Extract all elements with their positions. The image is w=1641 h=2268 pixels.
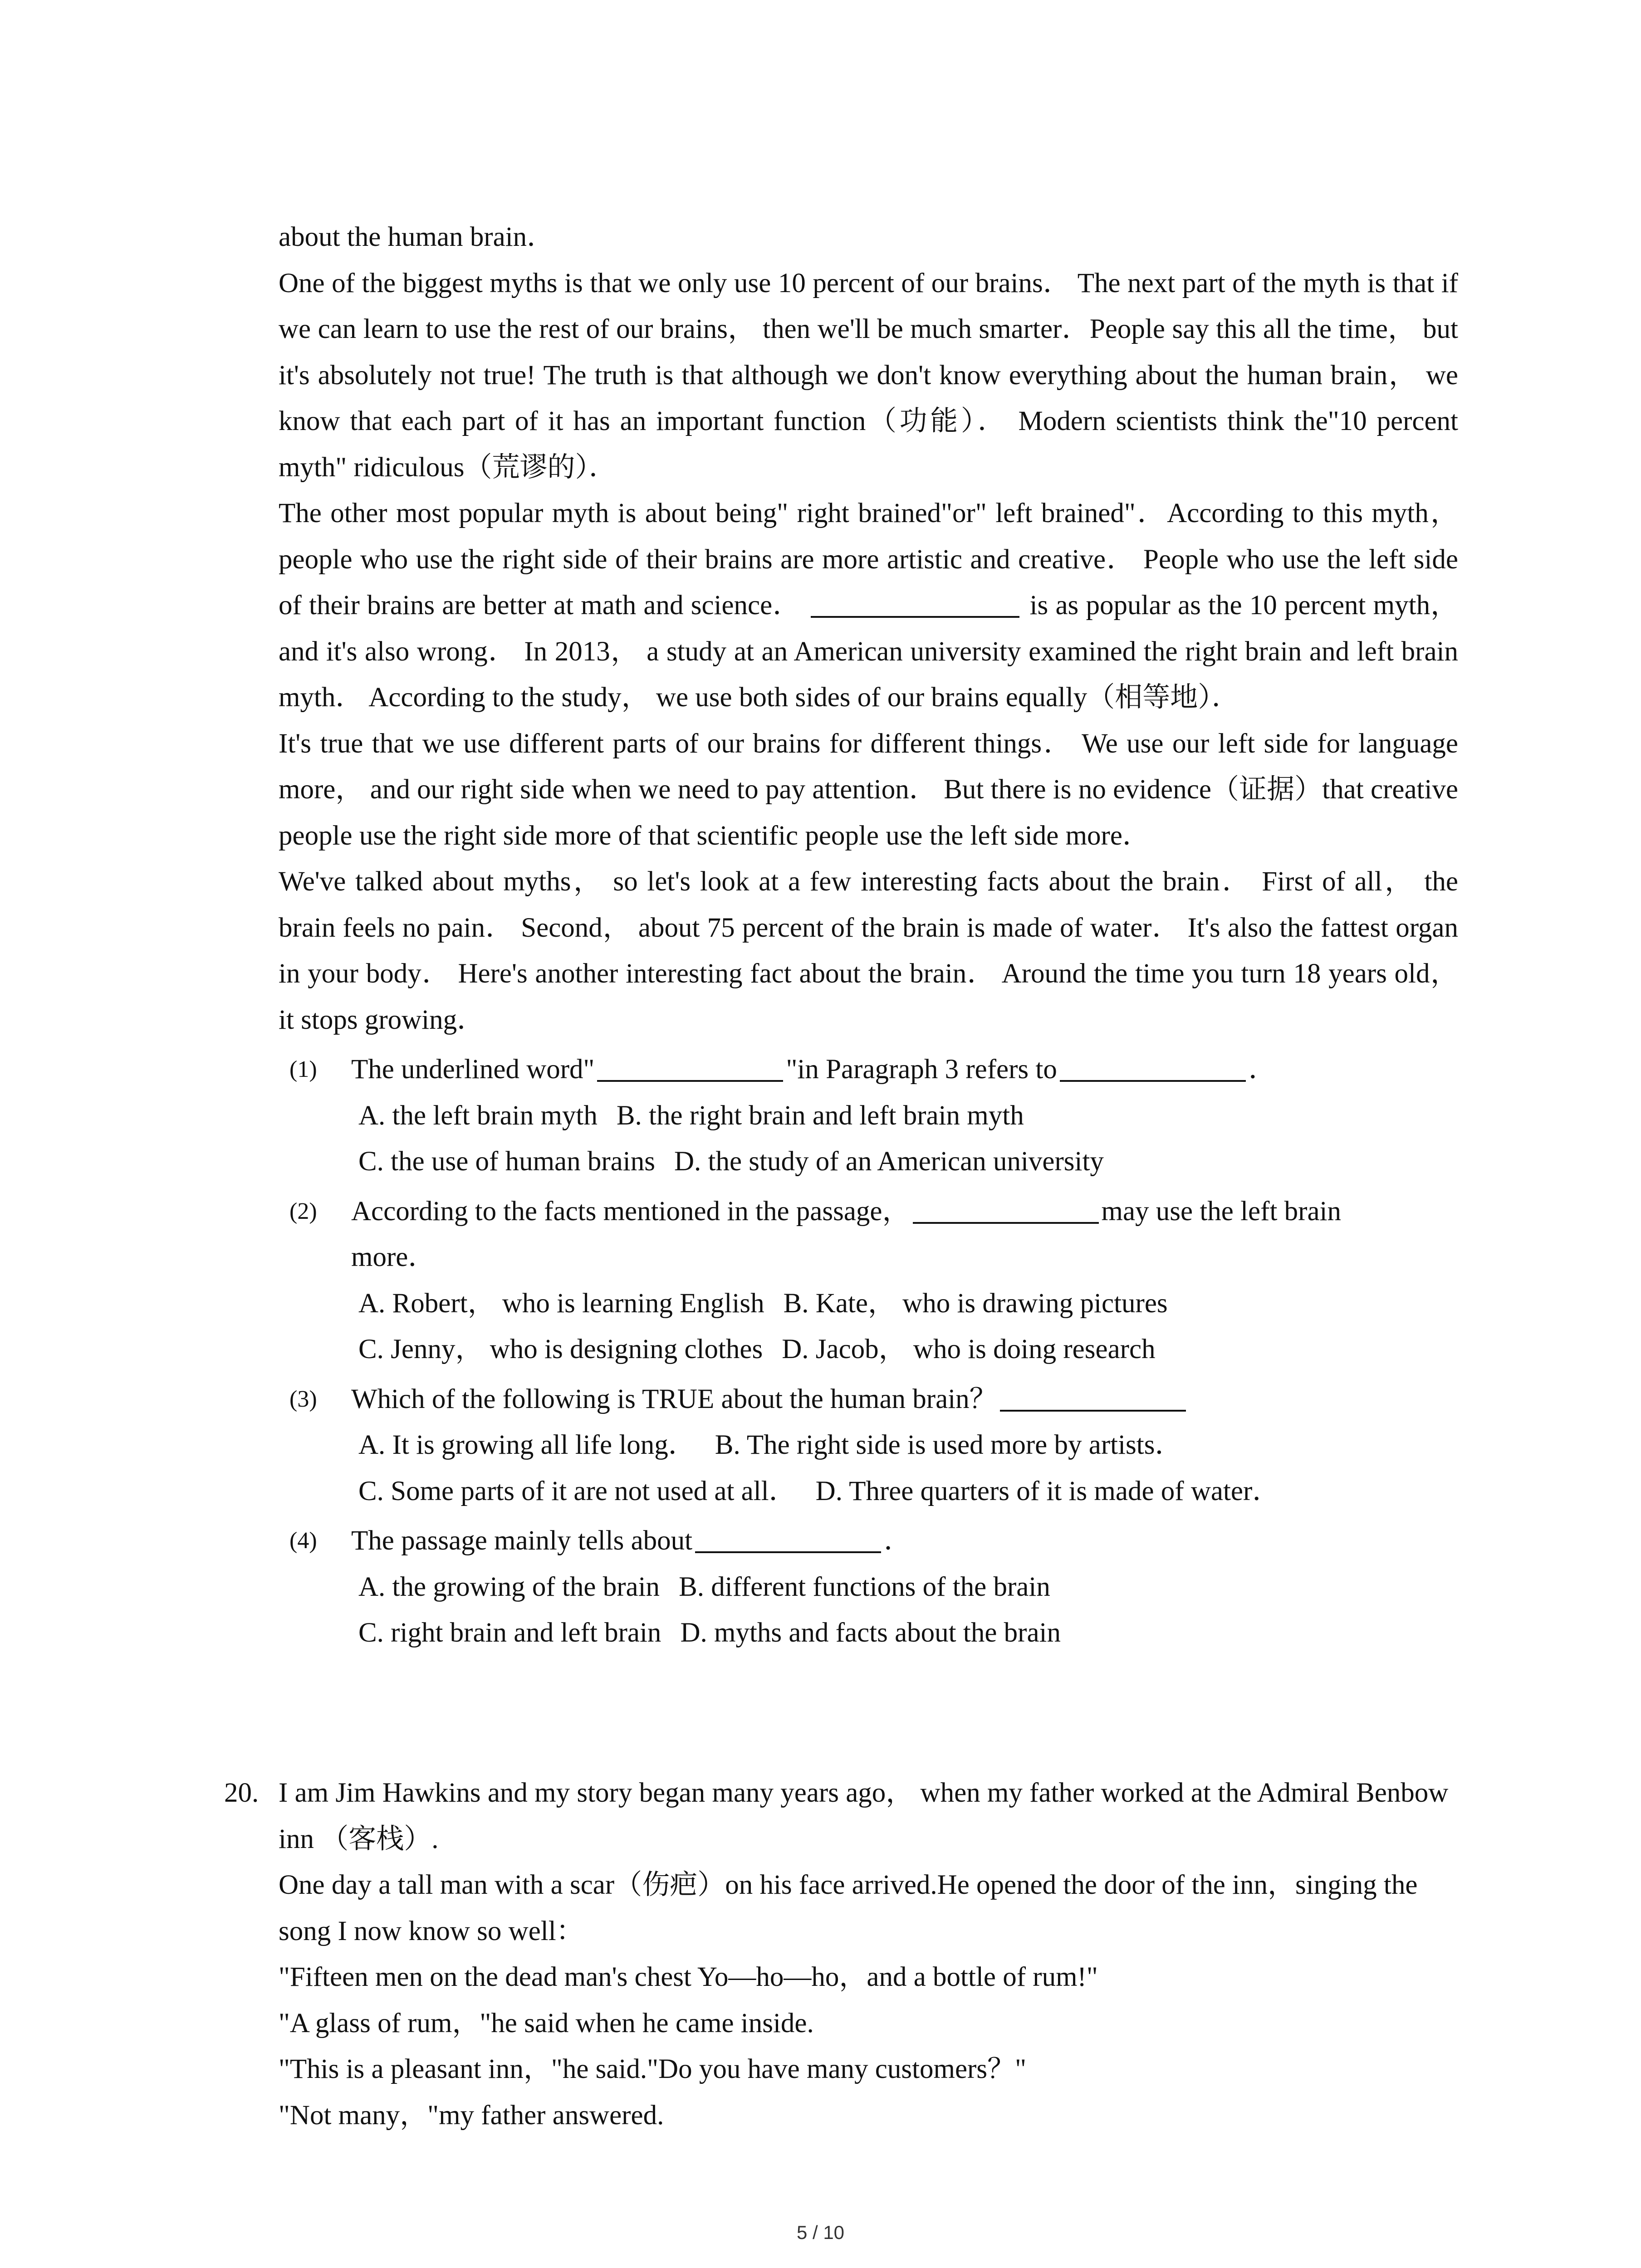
option-d[interactable]: D. Jacob， who is doing research (782, 1334, 1156, 1364)
option-b[interactable]: B. different functions of the brain (679, 1571, 1050, 1602)
story-line: "Not many，"my father answered. (279, 2100, 664, 2131)
passage-20 (224, 1770, 1458, 2138)
question-4 (279, 1518, 1458, 1564)
answer-blank[interactable] (1000, 1382, 1186, 1412)
paragraph-2-part-a: The other most popular myth is about being" right brained"or" left brained"．According to this myth， people who use the right side of their brains are more artistic and creative． People who use the left side of their brains are better at math and science． (279, 498, 1458, 621)
answer-blank[interactable] (695, 1523, 881, 1553)
question-1 (279, 1046, 1458, 1093)
question-number: (3) (289, 1386, 317, 1412)
option-d[interactable]: D. myths and facts about the brain (680, 1618, 1061, 1648)
paragraph-0: about the human brain． (279, 222, 555, 252)
paragraph-4: We've talked about myths， so let's look at a few interesting facts about the brain． First of all， the brain feels no pain． Second， about 75 percent of the brain is made of water． It's also the fattest organ in your body． Here's another interesting fact about the brain． Around the time you turn 18 years old， it stops growing． (279, 866, 1458, 1035)
option-row (358, 1610, 1458, 1656)
underlined-blank (811, 588, 1019, 618)
paragraph-1: One of the biggest myths is that we only use 10 percent of our brains． The next part of the myth is that if we can learn to use the rest of our brains， then we'll be much smarter．People say this all the time， but it's absolutely not true! The truth is that although we don't know everything about the human brain， we know that each part of it has an important function（功能）． Modern scientists think the"10 percent myth" ridiculous（荒谬的）． (279, 268, 1458, 483)
option-row (358, 1139, 1458, 1185)
option-row (358, 1093, 1458, 1139)
option-c[interactable]: C. Jenny， who is designing clothes (358, 1334, 763, 1364)
option-a[interactable]: A. Robert， who is learning English (358, 1288, 764, 1319)
answer-blank[interactable] (913, 1194, 1099, 1224)
option-row (358, 1564, 1458, 1610)
question-number: (4) (289, 1528, 317, 1554)
option-b[interactable]: B. the right brain and left brain myth (616, 1100, 1024, 1131)
question-text: According to the facts mentioned in the passage， may use the left brain more． (351, 1188, 1458, 1281)
question-2-options (358, 1281, 1458, 1373)
option-a[interactable]: A. the growing of the brain (358, 1571, 660, 1602)
question-text: Which of the following is TRUE about the human brain？ (351, 1376, 1458, 1422)
passage-19 (279, 214, 1458, 1656)
question-4-options (358, 1564, 1458, 1656)
question-text: The underlined word" "in Paragraph 3 refers to ． (351, 1046, 1458, 1093)
option-b[interactable]: B. The right side is used more by artists． (715, 1430, 1183, 1460)
question-number: 20. (224, 1778, 259, 1808)
option-c[interactable]: C. right brain and left brain (358, 1618, 661, 1648)
option-row (358, 1468, 1458, 1515)
option-c[interactable]: C. the use of human brains (358, 1146, 655, 1177)
passage-text (279, 214, 1458, 1043)
option-d[interactable]: D. the study of an American university (674, 1146, 1104, 1177)
story-line: "Fifteen men on the dead man's chest Yo—ho—ho，and a bottle of rum!" (279, 1962, 1098, 1992)
paragraph-3: It's true that we use different parts of our brains for different things． We use our left side for language more， and our right side when we need to pay attention． But there is no evidence（证据）that creative people use the right side more of that scientific people use the left side more． (279, 728, 1458, 851)
option-row (358, 1422, 1458, 1468)
story-line: "This is a pleasant inn，"he said."Do you have many customers？" (279, 2054, 1027, 2084)
paragraph-2 (279, 490, 1458, 721)
question-text: The passage mainly tells about ． (351, 1518, 1458, 1564)
option-row (358, 1281, 1458, 1327)
option-c[interactable]: C. Some parts of it are not used at all． (358, 1476, 797, 1506)
passage-20-text (279, 1770, 1458, 2138)
question-3 (279, 1376, 1458, 1422)
paragraph-2-part-b: is as popular as the 10 percent myth， and it's also wrong． In 2013， a study at an American university examined the right brain and left brain myth． According to the study， we use both sides of our brains equally（相等地）． (279, 590, 1459, 713)
answer-blank[interactable] (1060, 1052, 1246, 1082)
question-1-options (358, 1093, 1458, 1185)
option-a[interactable]: A. It is growing all life long． (358, 1430, 696, 1460)
question-2 (279, 1188, 1458, 1281)
option-b[interactable]: B. Kate， who is drawing pictures (783, 1288, 1168, 1319)
passage-20-block (224, 1770, 1458, 2138)
option-row (358, 1326, 1458, 1373)
option-d[interactable]: D. Three quarters of it is made of water． (815, 1476, 1280, 1506)
answer-blank[interactable] (597, 1052, 783, 1082)
question-number: (2) (289, 1198, 317, 1224)
question-number: (1) (289, 1056, 317, 1082)
story-line: I am Jim Hawkins and my story began many years ago， when my father worked at the Admiral Benbow inn （客栈）. (279, 1778, 1449, 1854)
page-number: 5 / 10 (796, 2222, 845, 2243)
story-line: "A glass of rum，"he said when he came inside. (279, 2008, 814, 2038)
question-list (279, 1046, 1458, 1656)
question-3-options (358, 1422, 1458, 1514)
option-a[interactable]: A. the left brain myth (358, 1100, 598, 1131)
story-line: One day a tall man with a scar（伤疤）on his face arrived.He opened the door of the inn，singing the song I now know so well： (279, 1870, 1418, 1946)
